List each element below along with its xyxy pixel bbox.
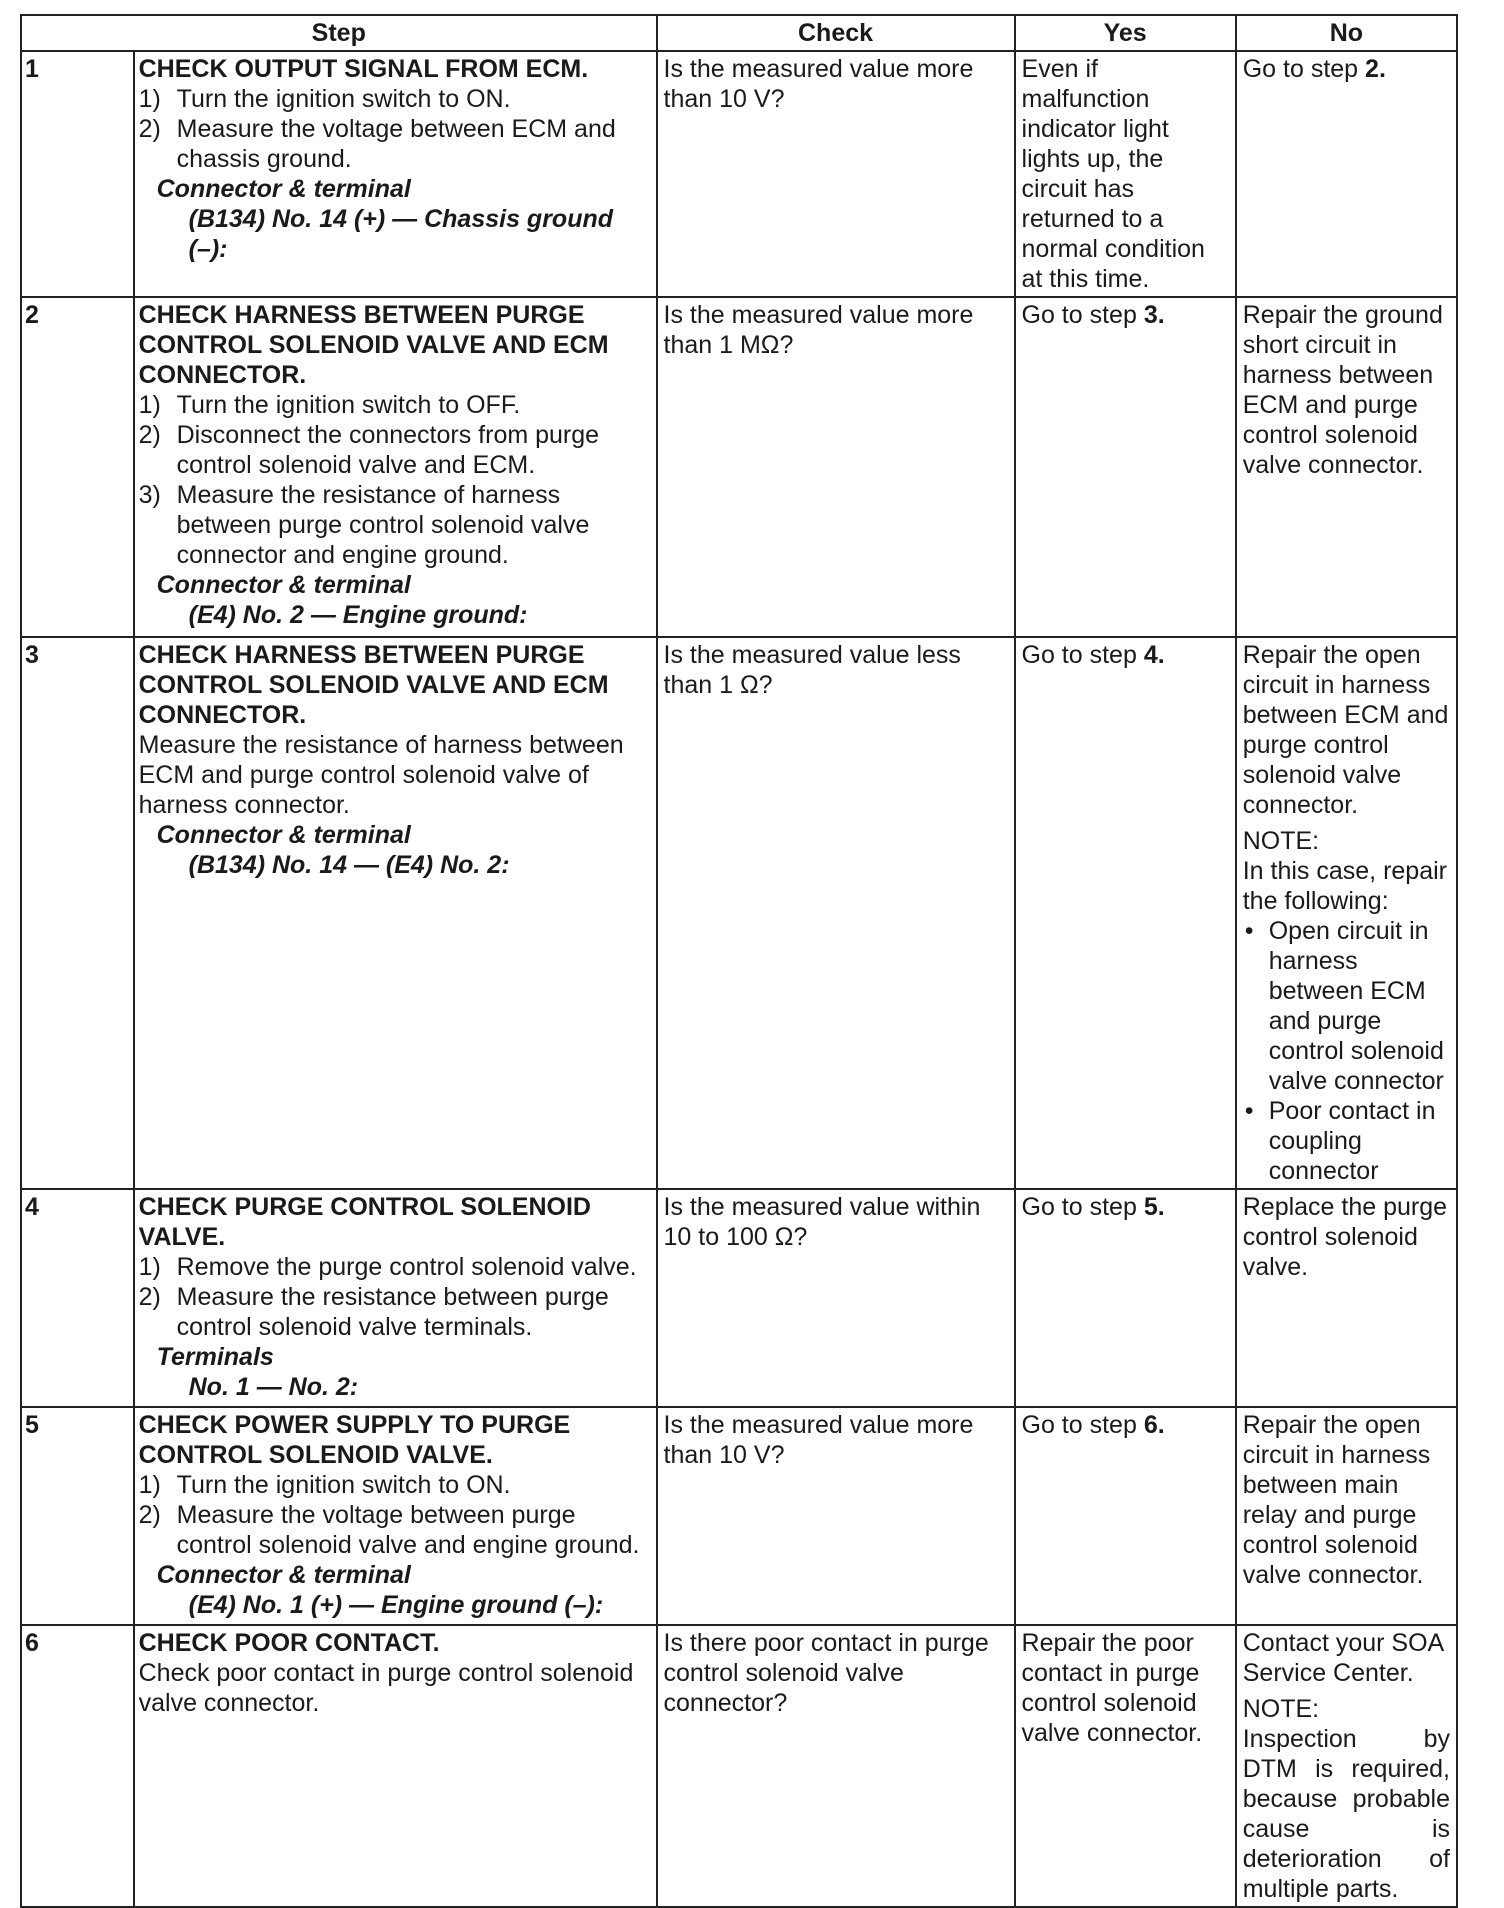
step-description	[134, 637, 657, 1189]
step-number: 5	[21, 1407, 134, 1625]
table-row	[21, 1625, 1457, 1907]
yes-cell: Go to step 4.	[1015, 637, 1236, 1189]
step-title: CHECK HARNESS BETWEEN PURGE CONTROL SOLENOID VALVE AND ECM CONNECTOR.	[138, 641, 609, 729]
no-cell: Go to step 2.	[1236, 51, 1457, 297]
terminals-value: No. 1 — No. 2:	[188, 1373, 359, 1401]
header-check: Check	[657, 15, 1015, 51]
yes-cell: Go to step 6.	[1015, 1407, 1236, 1625]
header-no: No	[1236, 15, 1457, 51]
bullet-item: • Poor contact in coupling connector	[1244, 1097, 1436, 1185]
yes-cell: Even if malfunction indicator light lights up, the circuit has returned to a normal condition at this time.	[1015, 51, 1236, 297]
step-number: 2	[21, 297, 134, 637]
check-cell: Is the measured value less than 1 Ω?	[657, 637, 1015, 1189]
no-text: Repair the open circuit in harness between ECM and purge control solenoid valve connector.	[1242, 641, 1449, 819]
procedure-item: 1) Remove the purge control solenoid valve.	[138, 1253, 637, 1281]
no-cell	[1236, 1625, 1457, 1907]
table-row	[21, 637, 1457, 1189]
step-text: Measure the resistance of harness between ECM and purge control solenoid valve of harness connector.	[138, 731, 624, 819]
terminals-label: Terminals	[156, 1343, 274, 1371]
procedure-item: 1) Turn the ignition switch to ON.	[138, 1471, 511, 1499]
no-text: Contact your SOA Service Center.	[1242, 1629, 1443, 1687]
check-cell: Is the measured value more than 10 V?	[657, 51, 1015, 297]
no-cell: Replace the purge control solenoid valve.	[1236, 1189, 1457, 1407]
procedure-item: 2) Measure the voltage between purge control solenoid valve and engine ground.	[138, 1501, 640, 1559]
connector-label: Connector & terminal	[156, 821, 411, 849]
step-number: 1	[21, 51, 134, 297]
step-description	[134, 51, 657, 297]
check-cell: Is the measured value more than 10 V?	[657, 1407, 1015, 1625]
note-text: In this case, repair the following:	[1242, 857, 1447, 915]
no-cell: Repair the ground short circuit in harness between ECM and purge control solenoid valve connector.	[1236, 297, 1457, 637]
procedure-item: 1) Turn the ignition switch to OFF.	[138, 391, 521, 419]
note-text: Inspection by DTM is required, because probable cause is deterioration of multiple parts.	[1242, 1725, 1450, 1903]
step-description	[134, 297, 657, 637]
step-title: CHECK HARNESS BETWEEN PURGE CONTROL SOLENOID VALVE AND ECM CONNECTOR.	[138, 301, 609, 389]
header-yes: Yes	[1015, 15, 1236, 51]
procedure-item: 2) Disconnect the connectors from purge control solenoid valve and ECM.	[138, 421, 600, 479]
connector-label: Connector & terminal	[156, 175, 411, 203]
yes-cell: Go to step 5.	[1015, 1189, 1236, 1407]
yes-cell: Go to step 3.	[1015, 297, 1236, 637]
step-description	[134, 1407, 657, 1625]
procedure-item: 2) Measure the resistance between purge control solenoid valve terminals.	[138, 1283, 609, 1341]
diagnostic-table	[20, 14, 1458, 1908]
step-title: CHECK OUTPUT SIGNAL FROM ECM.	[138, 55, 589, 83]
note-label: NOTE:	[1242, 827, 1320, 855]
connector-label: Connector & terminal	[156, 1561, 411, 1589]
connector-value: (B134) No. 14 (+) — Chassis ground (–):	[188, 205, 614, 263]
connector-value: (E4) No. 1 (+) — Engine ground (–):	[188, 1591, 604, 1619]
check-cell: Is there poor contact in purge control solenoid valve connector?	[657, 1625, 1015, 1907]
table-row	[21, 297, 1457, 637]
step-number: 4	[21, 1189, 134, 1407]
connector-label: Connector & terminal	[156, 571, 411, 599]
check-cell: Is the measured value more than 1 MΩ?	[657, 297, 1015, 637]
step-description	[134, 1189, 657, 1407]
step-title: CHECK POOR CONTACT.	[138, 1629, 440, 1657]
table-row	[21, 51, 1457, 297]
step-description	[134, 1625, 657, 1907]
no-cell: Repair the open circuit in harness between main relay and purge control solenoid valve connector.	[1236, 1407, 1457, 1625]
connector-value: (B134) No. 14 — (E4) No. 2:	[188, 851, 510, 879]
bullet-item: • Open circuit in harness between ECM and purge control solenoid valve connector	[1244, 917, 1444, 1095]
table-row	[21, 1189, 1457, 1407]
procedure-item: 1) Turn the ignition switch to ON.	[138, 85, 511, 113]
procedure-item: 2) Measure the voltage between ECM and chassis ground.	[138, 115, 616, 173]
connector-value: (E4) No. 2 — Engine ground:	[188, 601, 528, 629]
header-step: Step	[21, 15, 657, 51]
step-title: CHECK PURGE CONTROL SOLENOID VALVE.	[138, 1193, 591, 1251]
table-header-row	[21, 15, 1457, 51]
check-cell: Is the measured value within 10 to 100 Ω?	[657, 1189, 1015, 1407]
step-title: CHECK POWER SUPPLY TO PURGE CONTROL SOLENOID VALVE.	[138, 1411, 571, 1469]
note-label: NOTE:	[1242, 1695, 1320, 1723]
no-cell	[1236, 637, 1457, 1189]
step-number: 3	[21, 637, 134, 1189]
step-text: Check poor contact in purge control solenoid valve connector.	[138, 1659, 634, 1717]
procedure-item: 3) Measure the resistance of harness between purge control solenoid valve connector and engine ground.	[138, 481, 590, 569]
yes-cell: Repair the poor contact in purge control solenoid valve connector.	[1015, 1625, 1236, 1907]
table-row	[21, 1407, 1457, 1625]
step-number: 6	[21, 1625, 134, 1907]
